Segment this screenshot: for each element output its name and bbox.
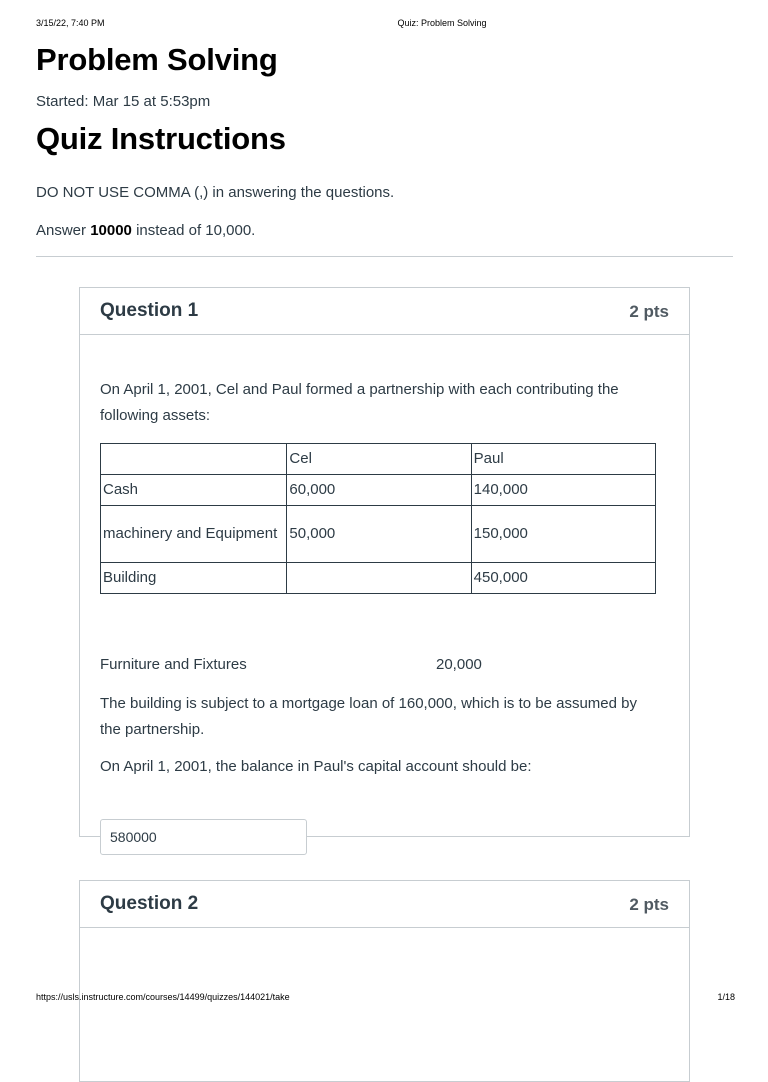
print-header <box>0 18 768 32</box>
question-header <box>80 288 689 335</box>
print-datetime: 3/15/22, 7:40 PM <box>36 18 105 28</box>
question-intro: On April 1, 2001, Cel and Paul formed a partnership with each contributing the following assets: <box>100 381 619 424</box>
section-divider <box>36 256 733 257</box>
quiz-started-time: Started: Mar 15 at 5:53pm <box>36 93 211 110</box>
table-cell: 60,000 <box>287 475 471 506</box>
table-header-cel: Cel <box>287 444 471 475</box>
question-title: Question 1 <box>100 300 199 321</box>
table-cell <box>287 563 471 594</box>
table-cell: machinery and Equipment <box>101 506 287 563</box>
instruction-text-2 <box>36 222 255 239</box>
table-cell <box>101 444 287 475</box>
answer-input[interactable] <box>100 819 307 855</box>
furniture-value: 20,000 <box>436 656 482 673</box>
table-header-paul: Paul <box>471 444 655 475</box>
question-card-1 <box>79 287 690 837</box>
question-mortgage-text: The building is subject to a mortgage loan of 160,000, which is to be assumed by the partnership. <box>100 695 637 738</box>
question-title: Question 2 <box>100 893 199 914</box>
print-page-number: 1/18 <box>717 992 735 1002</box>
table-cell: Building <box>101 563 287 594</box>
table-cell: 150,000 <box>471 506 655 563</box>
print-footer <box>0 992 768 1006</box>
table-cell: 450,000 <box>471 563 655 594</box>
print-url: https://usls.instructure.com/courses/14499/quizzes/144021/take <box>36 992 290 1002</box>
furniture-label: Furniture and Fixtures <box>100 656 247 673</box>
table-cell: Cash <box>101 475 287 506</box>
assets-table <box>100 443 656 594</box>
table-cell: 140,000 <box>471 475 655 506</box>
question-points: 2 pts <box>629 302 669 321</box>
print-doc-title: Quiz: Problem Solving <box>397 18 487 28</box>
instruction-prefix: Answer <box>36 222 91 239</box>
question-header <box>80 881 689 928</box>
instruction-text-1: DO NOT USE COMMA (,) in answering the questions. <box>36 184 395 201</box>
question-prompt: On April 1, 2001, the balance in Paul's capital account should be: <box>100 758 532 775</box>
table-row <box>101 475 656 506</box>
instruction-example-bold: 10000 <box>90 222 132 239</box>
table-cell: 50,000 <box>287 506 471 563</box>
table-header-row <box>101 444 656 475</box>
table-row <box>101 563 656 594</box>
question-card-2 <box>79 880 690 1082</box>
table-row <box>101 506 656 563</box>
instruction-suffix: instead of 10,000. <box>131 222 256 239</box>
question-points: 2 pts <box>629 895 669 914</box>
quiz-instructions-title: Quiz Instructions <box>36 121 286 156</box>
page-title: Problem Solving <box>36 42 278 77</box>
